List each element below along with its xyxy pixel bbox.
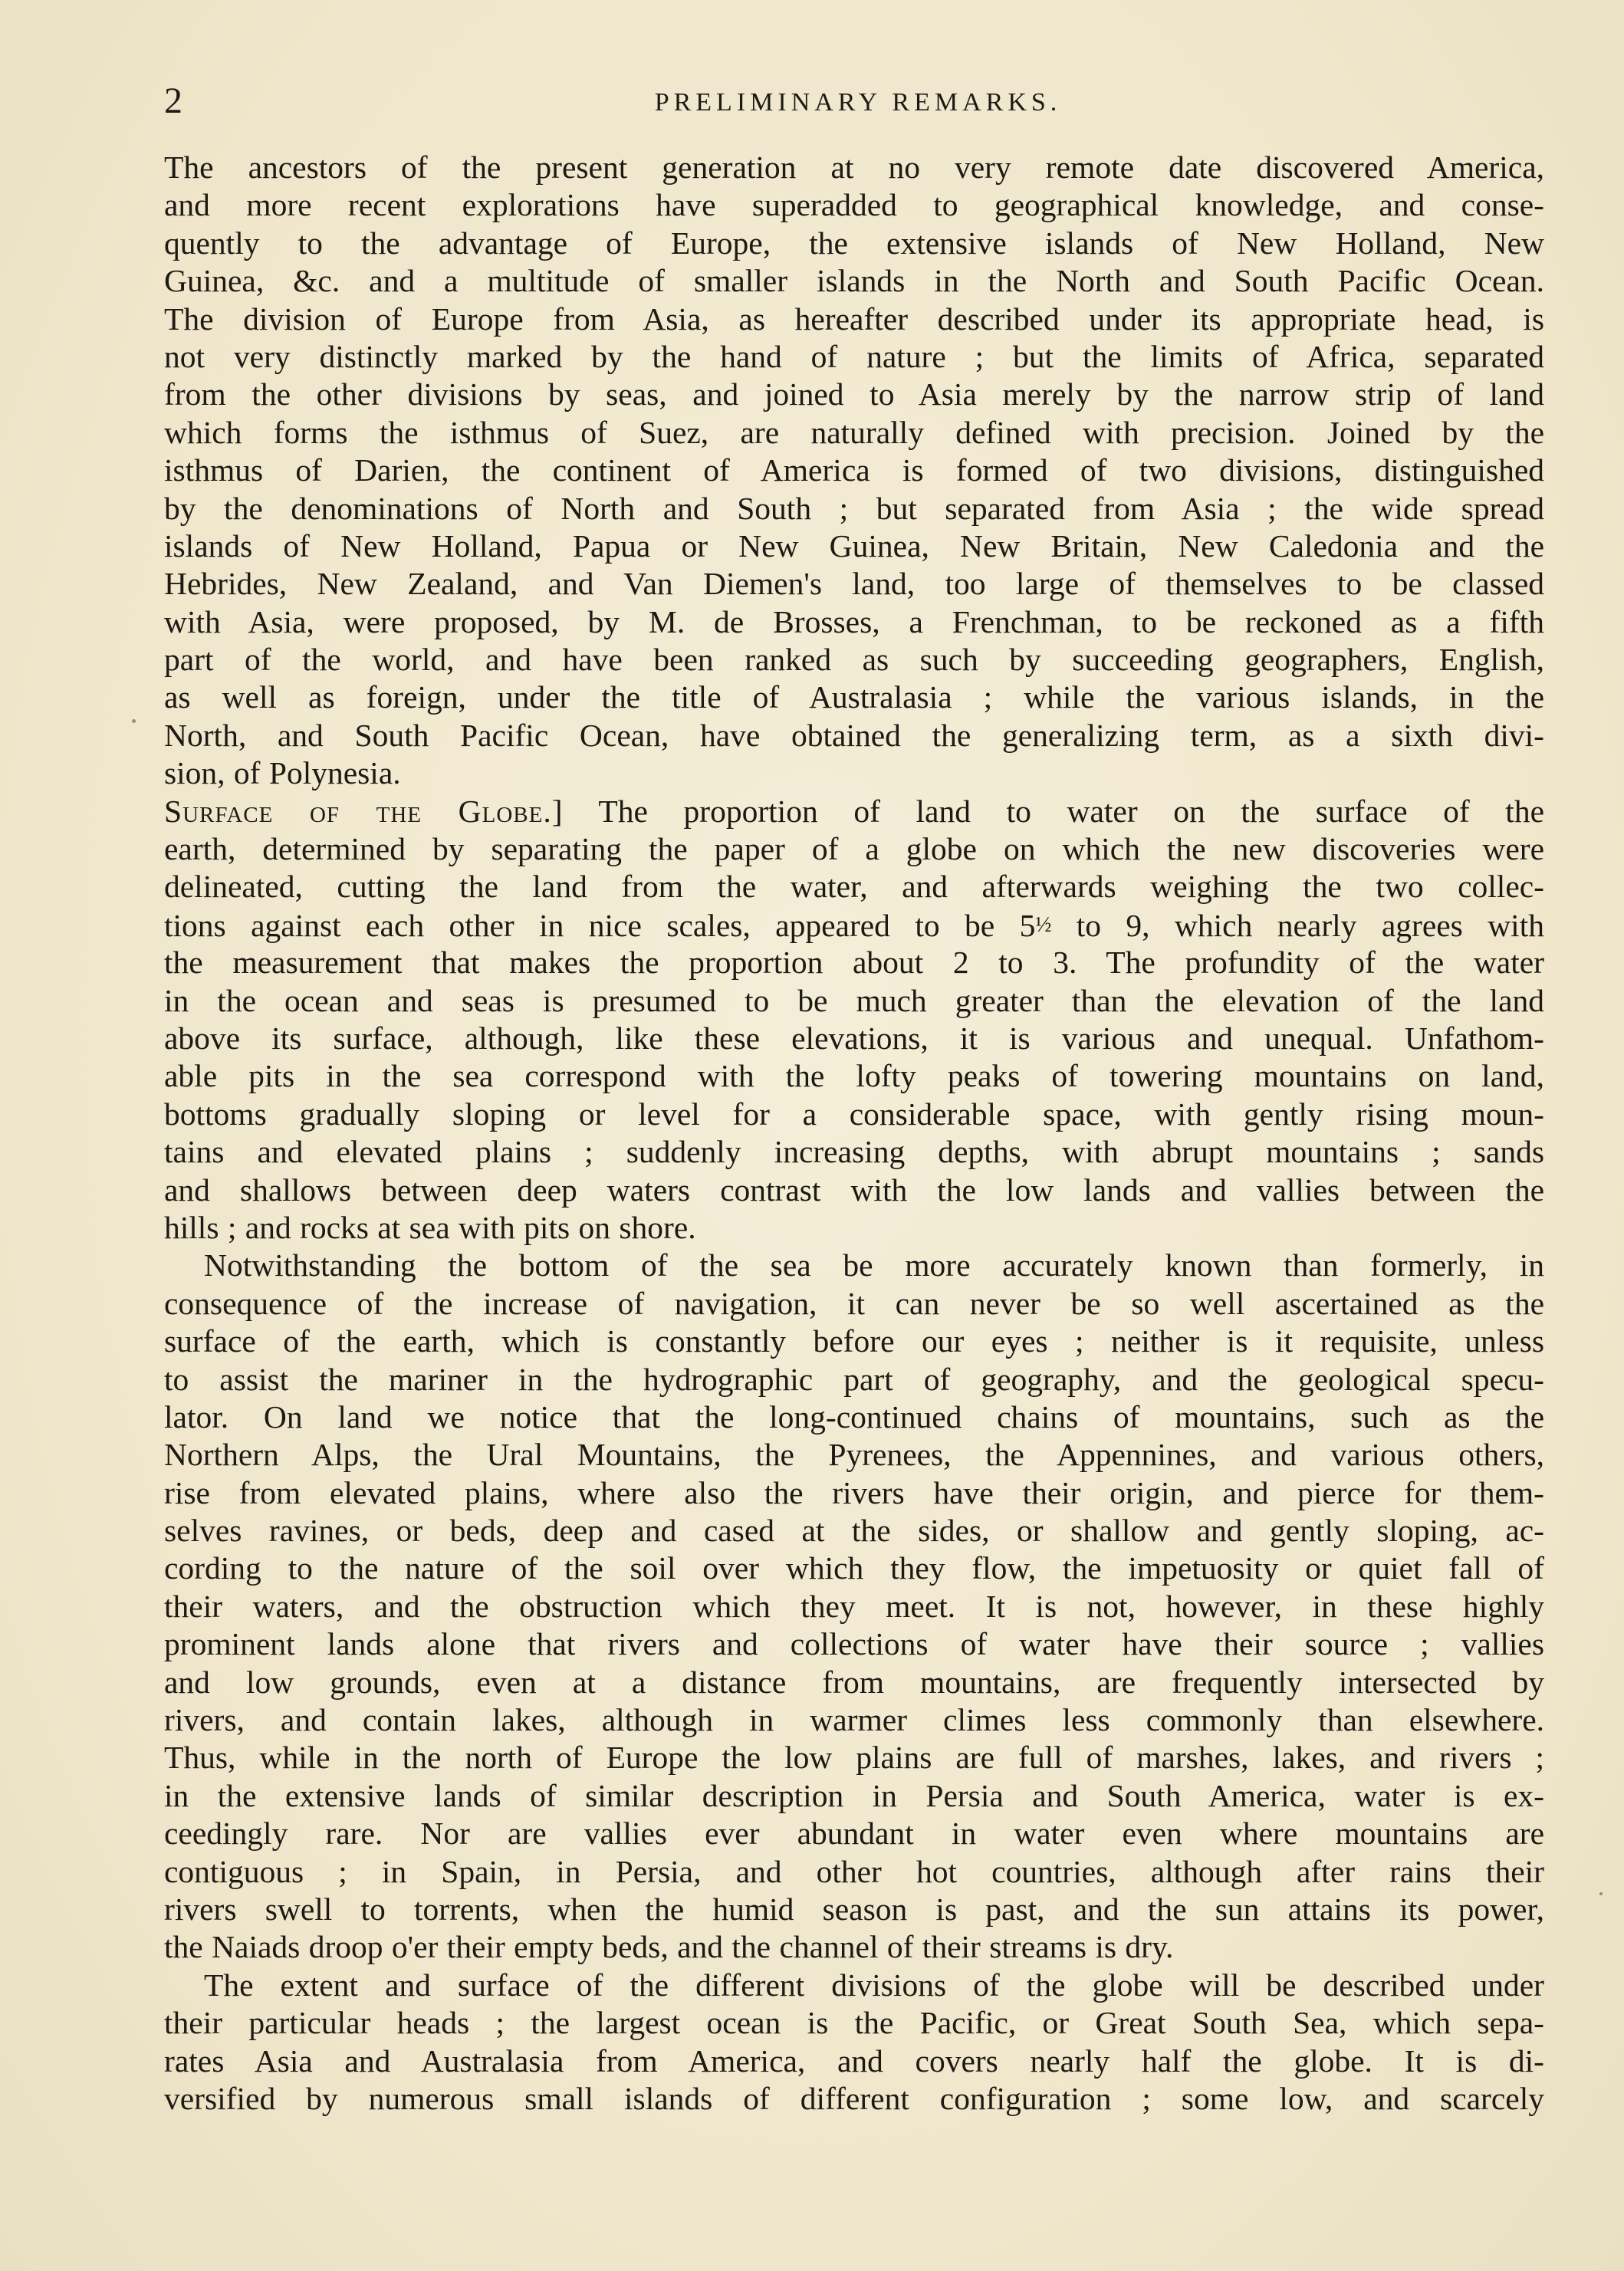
text-line: Guinea, &c. and a multitude of smaller islands in the North and South Pacific Ocean. xyxy=(164,263,1544,299)
text-line: hills ; and rocks at sea with pits on shore. xyxy=(164,1209,696,1245)
paper-speck xyxy=(132,719,136,723)
text-line: versified by numerous small islands of different configuration ; some low, and scarcely xyxy=(164,2080,1544,2116)
text-line: lator. On land we notice that the long-continued chains of mountains, such as the xyxy=(164,1398,1544,1435)
section-heading: Surface of the Globe.] xyxy=(164,793,564,829)
text-line: their particular heads ; the largest ocean is the Pacific, or Great South Sea, which sepa- xyxy=(164,2005,1544,2041)
text-line: prominent lands alone that rivers and collections of water have their source ; vallies xyxy=(164,1626,1544,1662)
text-line: and low grounds, even at a distance from mountains, are frequently intersected by xyxy=(164,1664,1544,1700)
text-line: as well as foreign, under the title of Australasia ; while the various islands, in the xyxy=(164,679,1544,715)
text-line: ceedingly rare. Nor are vallies ever abundant in water even where mountains are xyxy=(164,1816,1544,1852)
line-text: The proportion of land to water on the surface of the xyxy=(563,793,1544,829)
text-line: tains and elevated plains ; suddenly increasing depths, with abrupt mountains ; sands xyxy=(164,1134,1544,1170)
text-line: earth, determined by separating the paper of a globe on which the new discoveries were xyxy=(164,831,1544,867)
text-line: The extent and surface of the different divisions of the globe will be described under xyxy=(204,1967,1544,2003)
text-line: in the ocean and seas is presumed to be much greater than the elevation of the land xyxy=(164,982,1544,1018)
text-line: Hebrides, New Zealand, and Van Diemen's land, too large of themselves to be classed xyxy=(164,566,1544,602)
text-line: quently to the advantage of Europe, the extensive islands of New Holland, New xyxy=(164,225,1544,261)
text-line: The division of Europe from Asia, as hereafter described under its appropriate head, is xyxy=(164,301,1544,337)
text-line: rivers, and contain lakes, although in warmer climes less commonly than elsewhere. xyxy=(164,1702,1544,1738)
text-line: delineated, cutting the land from the water, and afterwards weighing the two collec- xyxy=(164,869,1544,905)
text-line: The ancestors of the present generation at no very remote date discovered America, xyxy=(164,150,1544,185)
text-line: rise from elevated plains, where also the rivers have their origin, and pierce for them- xyxy=(164,1474,1544,1510)
text-line: surface of the earth, which is constantly before our eyes ; neither is it requisite, unless xyxy=(164,1323,1544,1359)
text-line: Thus, while in the north of Europe the low plains are full of marshes, lakes, and rivers ; xyxy=(164,1740,1544,1776)
text-line: by the denominations of North and South ; but separated from Asia ; the wide spread xyxy=(164,490,1544,526)
text-line: isthmus of Darien, the continent of America is formed of two divisions, distinguished xyxy=(164,452,1544,488)
text-line: with Asia, were proposed, by M. de Brosses, a Frenchman, to be reckoned as a fifth xyxy=(164,603,1544,639)
text-line: Northern Alps, the Ural Mountains, the Pyrenees, the Appennines, and various others, xyxy=(164,1437,1544,1473)
text-line: their waters, and the obstruction which they meet. It is not, however, in these highly xyxy=(164,1588,1544,1624)
line-text: tions against each other in nice scales, appeared to be 5 xyxy=(164,907,1036,943)
text-line: contiguous ; in Spain, in Persia, and other hot countries, although after rains their xyxy=(164,1853,1544,1889)
text-line: and more recent explorations have superadded to geographical knowledge, and conse- xyxy=(164,187,1544,223)
text-line: rivers swell to torrents, when the humid season is past, and the sun attains its power, xyxy=(164,1891,1544,1927)
text-line: which forms the isthmus of Suez, are naturally defined with precision. Joined by the xyxy=(164,414,1544,450)
text-line: and shallows between deep waters contrast with the low lands and vallies between the xyxy=(164,1172,1544,1208)
text-line: rates Asia and Australasia from America, and covers nearly half the globe. It is di- xyxy=(164,2043,1544,2079)
text-line: to assist the mariner in the hydrographic part of geography, and the geological specu- xyxy=(164,1361,1544,1397)
text-line: the measurement that makes the proportion about 2 to 3. The profundity of the water xyxy=(164,945,1544,981)
text-line: selves ravines, or beds, deep and cased at the sides, or shallow and gently sloping, ac- xyxy=(164,1513,1544,1549)
paper-speck xyxy=(1599,1892,1603,1895)
text-line: islands of New Holland, Papua or New Guinea, New Britain, New Caledonia and the xyxy=(164,527,1544,564)
text-line: from the other divisions by seas, and joined to Asia merely by the narrow strip of land xyxy=(164,376,1544,412)
text-line: part of the world, and have been ranked as such by succeeding geographers, English, xyxy=(164,642,1544,678)
text-line: sion, of Polynesia. xyxy=(164,755,401,791)
text-line: the Naiads droop o'er their empty beds, and the channel of their streams is dry. xyxy=(164,1929,1174,1965)
line-text: to 9, which nearly agrees with xyxy=(1051,907,1544,943)
body-text xyxy=(164,149,1544,2118)
text-line: able pits in the sea correspond with the lofty peaks of towering mountains on land, xyxy=(164,1058,1544,1094)
text-line: cording to the nature of the soil over which they flow, the impetuosity or quiet fall of xyxy=(164,1550,1544,1586)
text-line: consequence of the increase of navigation, it can never be so well ascertained as the xyxy=(164,1285,1544,1321)
fraction: ½ xyxy=(1035,912,1052,937)
running-head: PRELIMINARY REMARKS. xyxy=(654,88,1062,117)
text-line xyxy=(164,793,1544,830)
text-line: in the extensive lands of similar description in Persia and South America, water is ex- xyxy=(164,1777,1544,1813)
text-line: Notwithstanding the bottom of the sea be more accurately known than formerly, in xyxy=(204,1247,1544,1283)
text-line xyxy=(164,906,1544,944)
text-line: bottoms gradually sloping or level for a considerable space, with gently rising moun- xyxy=(164,1096,1544,1132)
page-header xyxy=(164,78,1552,124)
text-line: North, and South Pacific Ocean, have obtained the generalizing term, as a sixth divi- xyxy=(164,717,1544,753)
page-number: 2 xyxy=(164,81,183,121)
text-line: not very distinctly marked by the hand of nature ; but the limits of Africa, separated xyxy=(164,338,1544,374)
text-line: above its surface, although, like these elevations, it is various and unequal. Unfathom- xyxy=(164,1020,1544,1056)
